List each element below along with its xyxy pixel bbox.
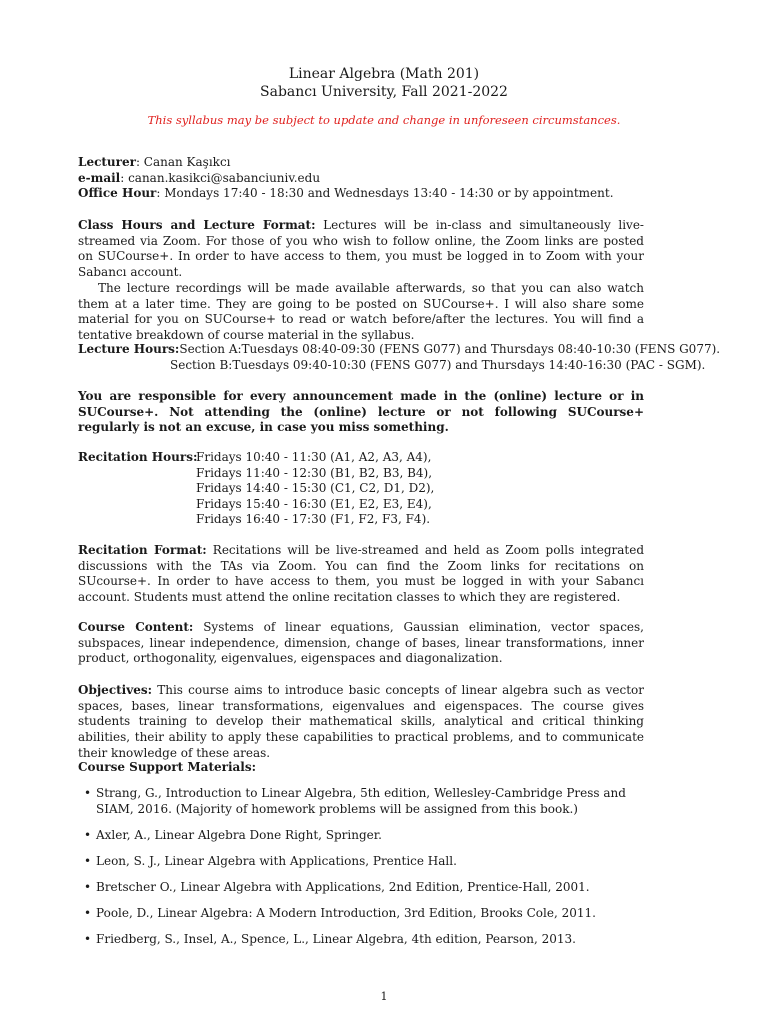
- list-item: • Bretscher O., Linear Algebra with Applications, 2nd Edition, Prentice-Hall, 2001.: [84, 880, 590, 894]
- recitation-row: Fridays 10:40 - 11:30 (A1, A2, A3, A4),: [196, 450, 432, 464]
- email-label: e-mail: [78, 170, 121, 185]
- lecture-hours-section-a: Section A:Tuesdays 08:40-09:30 (FENS G077) and Thursdays 08:40-10:30 (FENS G077).: [179, 342, 721, 356]
- lecturer-label: Lecturer: [78, 155, 136, 169]
- list-item: • Strang, G., Introduction to Linear Algebra, 5th edition, Wellesley-Cambridge Press and SIAM, 2016. (Majority of homework problems will be assigned from this book.): [84, 786, 626, 816]
- office-hour-value: : Mondays 17:40 - 18:30 and Wednesdays 13:40 - 14:30 or by appointment.: [156, 186, 614, 201]
- list-item: • Leon, S. J., Linear Algebra with Applications, Prentice Hall.: [84, 854, 457, 868]
- bullet-icon: •: [84, 828, 92, 842]
- recitation-row: Fridays 15:40 - 16:30 (E1, E2, E3, E4),: [196, 497, 432, 511]
- bullet-icon: •: [84, 906, 92, 920]
- responsibility-notice: You are responsible for every announcement made in the (online) lecture or in SUCourse+. Not attending the (online) lecture or not following SUCourse+ regularly is not an excuse, in case you miss something.: [78, 389, 644, 435]
- office-hour-label: Office Hour: [78, 186, 157, 201]
- objectives-text: This course aims to introduce basic concepts of linear algebra such as vector spaces, bases, linear transformations, eigenvalues and eigenspaces. The course gives students training to develop their mathematical skills, analytical and critical thinking abilities, their ability to apply these capabilities to practical problems, and to communicate their knowledge of these areas.: [78, 683, 645, 760]
- bullet-icon: •: [84, 854, 92, 868]
- support-materials-heading: Course Support Materials:: [78, 760, 257, 774]
- course-content-label: Course Content:: [78, 620, 194, 634]
- bullet-icon: •: [84, 786, 92, 800]
- contact-info: [78, 155, 644, 202]
- objectives-label: Objectives:: [78, 683, 153, 697]
- lecture-hours-row-a: [78, 342, 720, 356]
- objectives-section: [78, 683, 644, 762]
- class-hours-section: [78, 218, 644, 344]
- class-hours-para1: Lectures will be in-class and simultaneously live-streamed via Zoom. For those of you who wish to follow online, the Zoom links are posted on SUCourse+. In order to have access to them, you must be logged in to Zoom with your Sabancı account.: [78, 218, 644, 280]
- bullet-icon: •: [84, 932, 92, 946]
- lecturer-value: : Canan Kaşıkcı: [135, 155, 231, 169]
- course-title: Linear Algebra (Math 201): [288, 66, 480, 82]
- class-hours-label: Class Hours and Lecture Format:: [78, 218, 316, 232]
- university-term: Sabancı University, Fall 2021-2022: [260, 84, 508, 100]
- update-notice: This syllabus may be subject to update and change in unforeseen circumstances.: [147, 113, 621, 127]
- bullet-icon: •: [84, 880, 92, 894]
- email-value: : canan.kasikci@sabanciuniv.edu: [120, 170, 321, 185]
- lecture-hours-label: Lecture Hours:: [78, 342, 180, 356]
- recitation-row: Fridays 16:40 - 17:30 (F1, F2, F3, F4).: [196, 512, 431, 526]
- recitation-hours-label: Recitation Hours:: [78, 450, 198, 464]
- recitation-format-label: Recitation Format:: [78, 543, 207, 557]
- course-content-section: [78, 620, 644, 667]
- recitation-format-text: Recitations will be live-streamed and held as Zoom polls integrated discussions with the TAs via Zoom. You can find the Zoom links for recitations on SUcourse+. In order to have access to them, you must be logged in with your Sabancı account. Students must attend the online recitation classes to which they are registered.: [78, 543, 644, 605]
- recitation-format-section: [78, 543, 644, 606]
- lecture-hours-section-b: Section B:Tuesdays 09:40-10:30 (FENS G077) and Thursdays 14:40-16:30 (PAC - SGM).: [170, 358, 706, 372]
- class-hours-para2: The lecture recordings will be made available afterwards, so that you can also watch them at a later time. They are going to be posted on SUCourse+. I will also share some material for you on SUCourse+ to read or watch before/after the lectures. You will find a tentative breakdown of course material in the syllabus.: [78, 280, 644, 342]
- course-content-text: Systems of linear equations, Gaussian elimination, vector spaces, subspaces, linear independence, dimension, change of bases, linear transformations, inner product, orthogonality, eigenvalues, eigenspaces and diagonalization.: [78, 620, 644, 666]
- list-item: • Poole, D., Linear Algebra: A Modern Introduction, 3rd Edition, Brooks Cole, 2011.: [84, 906, 596, 920]
- recitation-row: Fridays 14:40 - 15:30 (C1, C2, D1, D2),: [196, 481, 435, 495]
- page-number: 1: [380, 990, 388, 1003]
- recitation-row: Fridays 11:40 - 12:30 (B1, B2, B3, B4),: [196, 466, 433, 480]
- list-item: • Axler, A., Linear Algebra Done Right, Springer.: [84, 828, 382, 842]
- list-item: • Friedberg, S., Insel, A., Spence, L., Linear Algebra, 4th edition, Pearson, 2013.: [84, 932, 576, 946]
